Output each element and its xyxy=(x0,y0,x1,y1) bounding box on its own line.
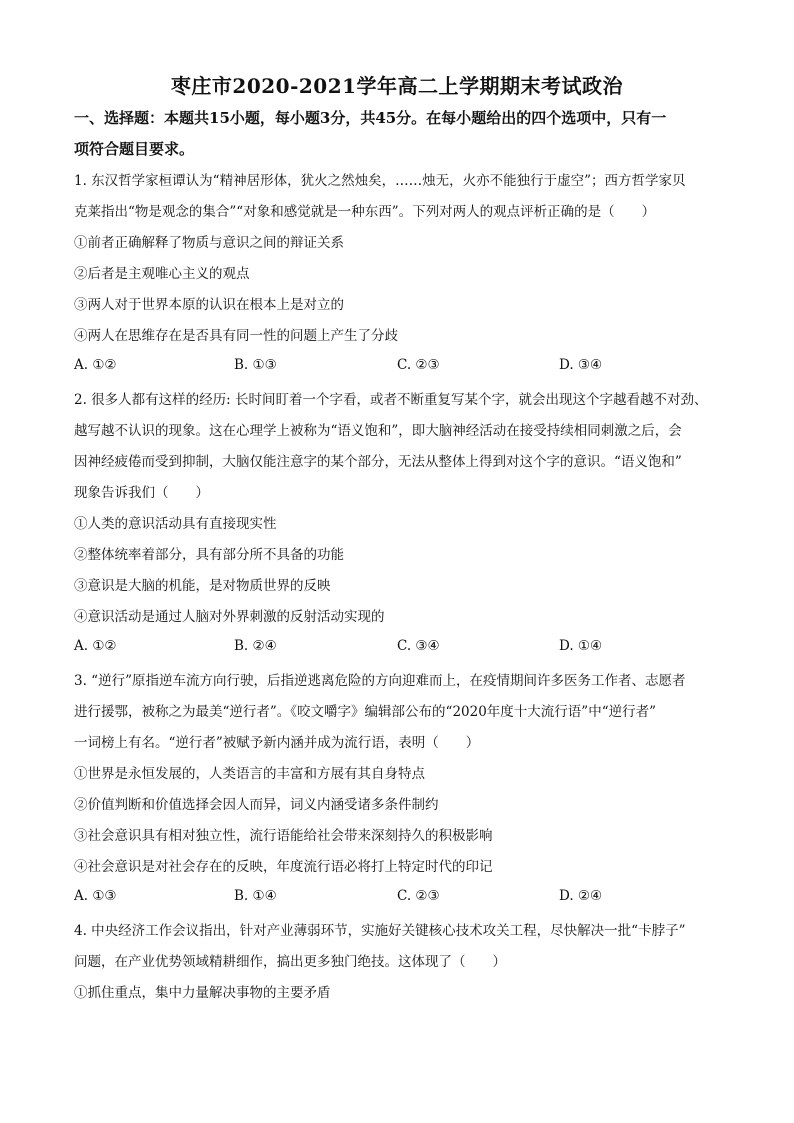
question-3-item-4: ④社会意识是对社会存在的反映，年度流行语必将打上特定时代的印记 xyxy=(74,859,493,875)
question-3-item-1: ①世界是永恒发展的，人类语言的丰富和方展有其自身特点 xyxy=(74,766,425,782)
question-1-item-3: ③两人对于世界本原的认识在根本上是对立的 xyxy=(74,297,344,313)
question-1-option-b: B. ①③ xyxy=(234,357,277,373)
question-3-option-c: C. ②③ xyxy=(397,888,440,904)
question-2-stem-line-4: 现象告诉我们（ ） xyxy=(74,485,209,501)
page-title: 枣庄市2020-2021学年高二上学期期末考试政治 xyxy=(170,74,624,98)
question-1-option-a: A. ①② xyxy=(74,357,117,373)
question-1-item-1: ①前者正确解释了物质与意识之间的辩证关系 xyxy=(74,235,344,251)
section-heading-line-1: 一、选择题：本题共15小题，每小题3分，共45分。在每小题给出的四个选项中，只有一 xyxy=(74,109,667,127)
question-2-option-a: A. ①② xyxy=(74,638,117,654)
question-4-item-1: ①抓住重点，集中力量解决事物的主要矛盾 xyxy=(74,985,331,1001)
question-3-option-a: A. ①③ xyxy=(74,888,117,904)
question-2-stem-line-3: 因神经疲倦而受到抑制，大脑仅能注意字的某个部分，无法从整体上得到对这个字的意识。“语义饱和” xyxy=(74,454,682,470)
question-4-stem-line-2: 问题，在产业优势领域精耕细作，搞出更多独门绝技。这体现了（ ） xyxy=(74,954,506,970)
question-3-options xyxy=(74,888,734,908)
question-1-stem-line-2: 克莱指出“物是观念的集合”“对象和感觉就是一种东西”。下列对两人的观点评析正确的是（ ） xyxy=(74,204,656,220)
question-3-stem-line-3: 一词榜上有名。“逆行者”被赋予新内涵并成为流行语，表明（ ） xyxy=(74,735,480,751)
question-2-option-b: B. ②④ xyxy=(234,638,277,654)
question-2-item-4: ④意识活动是通过人脑对外界刺激的反射活动实现的 xyxy=(74,609,385,625)
question-1-options xyxy=(74,357,734,377)
question-3-stem-line-1: 3. “逆行”原指逆车流方向行驶，后指逆逃离危险的方向迎难而上，在疫情期间许多医务工作者、志愿者 xyxy=(74,673,686,689)
question-1-item-4: ④两人在思维存在是否具有同一性的问题上产生了分歧 xyxy=(74,328,398,344)
question-2-item-3: ③意识是大脑的机能，是对物质世界的反映 xyxy=(74,578,331,594)
question-1-option-c: C. ②③ xyxy=(397,357,440,373)
question-3-item-3: ③社会意识具有相对独立性，流行语能给社会带来深刻持久的积极影响 xyxy=(74,828,493,844)
question-2-option-d: D. ①④ xyxy=(559,638,603,654)
question-4-stem-line-1: 4. 中央经济工作会议指出，针对产业薄弱环节，实施好关键核心技术攻关工程，尽快解决一批“卡脖子” xyxy=(74,923,686,939)
question-2-stem-line-1: 2. 很多人都有这样的经历: 长时间盯着一个字看，或者不断重复写某个字，就会出现这个字越看越不对劲、 xyxy=(74,392,708,408)
question-2-item-2: ②整体统率着部分，具有部分所不具备的功能 xyxy=(74,547,344,563)
question-3-stem-line-2: 进行援鄂，被称之为最美“逆行者”。《咬文嚼字》编辑部公布的“2020年度十大流行语”中“逆行者” xyxy=(74,704,657,720)
question-3-option-d: D. ②④ xyxy=(559,888,603,904)
question-1-item-2: ②后者是主观唯心主义的观点 xyxy=(74,266,250,282)
question-2-stem-line-2: 越写越不认识的现象。这在心理学上被称为“语义饱和”，即大脑神经活动在接受持续相同刺激之后，会 xyxy=(74,423,682,439)
section-heading-line-2: 项符合题目要求。 xyxy=(74,140,195,158)
question-1-option-d: D. ③④ xyxy=(559,357,603,373)
question-3-item-2: ②价值判断和价值选择会因人而异，词义内涵受诸多条件制约 xyxy=(74,797,439,813)
question-2-option-c: C. ③④ xyxy=(397,638,440,654)
question-2-item-1: ①人类的意识活动具有直接现实性 xyxy=(74,516,277,532)
question-1-stem-line-1: 1. 东汉哲学家桓谭认为“精神居形体，犹火之然烛矣，……烛无，火亦不能独行于虚空”；西方哲学家贝 xyxy=(74,173,686,189)
question-3-option-b: B. ①④ xyxy=(234,888,277,904)
question-2-options xyxy=(74,638,734,658)
